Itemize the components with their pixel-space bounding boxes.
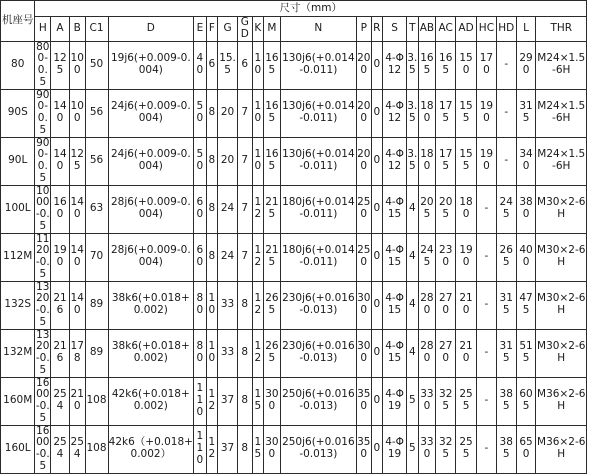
table-cell: 4 (407, 281, 418, 329)
table-cell: 210 (456, 329, 477, 377)
table-cell: 265 (496, 233, 516, 281)
table-cell: 175 (436, 89, 456, 137)
table-cell: 205 (436, 185, 456, 233)
table-cell: M24×1.5-6H (536, 137, 587, 185)
table-cell: 10 (206, 329, 217, 377)
table-cell: 215 (264, 233, 281, 281)
table-cell: 12 (252, 185, 263, 233)
table-cell: 33 (218, 329, 238, 377)
table-cell: 160 (51, 185, 70, 233)
table-row (1, 377, 587, 425)
column-header-r: R (371, 17, 382, 42)
table-cell: 56 (85, 137, 108, 185)
table-cell: 245 (496, 185, 516, 233)
column-header-s: S (383, 17, 407, 42)
table-cell: - (496, 41, 516, 89)
table-cell: 1320-0.5 (35, 329, 50, 376)
column-header-ad: AD (456, 17, 477, 42)
table-cell: 125 (51, 41, 70, 89)
table-cell: 250 (356, 185, 371, 233)
table-cell: 800-0.5 (36, 41, 50, 88)
table-cell: - (477, 377, 497, 425)
table-cell: M36×2-6H (536, 425, 587, 473)
table-row (1, 233, 587, 281)
table-cell: - (477, 233, 497, 281)
column-header-hc: HC (477, 17, 497, 42)
table-cell: 4-Φ19 (383, 425, 407, 473)
table-cell: 15 (252, 425, 263, 473)
frame-number-header: 机座号 (1, 1, 35, 42)
table-cell: 12 (252, 329, 263, 377)
table-cell: M30×2-6H (536, 233, 587, 281)
table-cell: 280 (418, 329, 436, 377)
table-cell: 255 (456, 377, 477, 425)
table-cell: 140 (51, 89, 70, 137)
table-cell: 215 (264, 185, 281, 233)
table-cell: 4 (407, 233, 418, 281)
table-cell: 280 (418, 281, 436, 329)
table-cell: - (496, 89, 516, 137)
table-cell: 7 (237, 137, 252, 185)
table-cell: 250j6(+0.016-0.013) (280, 377, 356, 425)
table-cell: 210 (456, 281, 477, 329)
table-cell: - (477, 425, 497, 473)
table-cell: 900-0.5 (36, 137, 50, 184)
table-cell: 0 (371, 185, 382, 233)
table-cell: 0 (371, 377, 382, 425)
table-cell: 3.5 (407, 41, 418, 89)
dimension-title: 尺寸（mm） (35, 1, 587, 17)
table-cell: 330 (418, 377, 436, 425)
column-header-f: F (206, 17, 217, 42)
column-header-l: L (516, 17, 536, 42)
table-cell: 24j6(+0.009-0.004) (108, 137, 194, 185)
table-cell: 230 (436, 233, 456, 281)
table-cell: 89 (85, 329, 108, 377)
table-cell: 255 (456, 425, 477, 473)
table-row (1, 329, 587, 377)
table-cell: M30×2-6H (536, 185, 587, 233)
frame-number-cell: 90L (1, 137, 35, 185)
table-cell: M30×2-6H (536, 281, 587, 329)
table-cell: 300 (356, 329, 371, 377)
table-row (1, 185, 587, 233)
table-cell: 38k6(+0.018+0.002) (108, 281, 194, 329)
table-cell: 165 (418, 41, 436, 89)
frame-number-cell: 160M (1, 377, 35, 425)
table-cell: 254 (51, 377, 70, 425)
table-cell: 38k6(+0.018+0.002) (108, 329, 194, 377)
table-cell: 4-Φ15 (383, 185, 407, 233)
table-cell: 380 (516, 185, 536, 233)
table-cell: 8 (237, 377, 252, 425)
table-cell: 315 (516, 89, 536, 137)
table-cell: 385 (496, 377, 516, 425)
table-cell: M24×1.5-6H (536, 41, 587, 89)
table-cell: 350 (356, 377, 371, 425)
table-cell: 40 (194, 41, 207, 89)
table-cell: 130j6(+0.014-0.011) (280, 89, 356, 137)
table-cell: 325 (436, 425, 456, 473)
table-cell: 20 (218, 89, 238, 137)
table-cell: - (477, 329, 497, 377)
table-cell: 190 (477, 137, 497, 185)
table-cell: 190 (456, 233, 477, 281)
table-cell: 300 (264, 425, 281, 473)
table-cell: M24×1.5-6H (536, 89, 587, 137)
table-cell: 24 (218, 185, 238, 233)
table-cell: 3.5 (407, 89, 418, 137)
table-cell: 108 (85, 377, 108, 425)
table-cell: - (496, 137, 516, 185)
table-cell: 4-Φ15 (383, 329, 407, 377)
table-cell: 5 (407, 377, 418, 425)
table-cell: 400 (516, 233, 536, 281)
column-header-n: N (280, 17, 356, 42)
column-header-g: G (218, 17, 238, 42)
table-cell: 150 (456, 41, 477, 89)
table-cell: 20 (218, 137, 238, 185)
table-cell: 605 (516, 377, 536, 425)
column-header-ac: AC (436, 17, 456, 42)
table-cell: 0 (371, 137, 382, 185)
table-cell: 165 (264, 137, 281, 185)
frame-number-cell: 80 (1, 41, 35, 89)
table-cell: 300 (356, 281, 371, 329)
table-cell: 216 (51, 281, 70, 329)
table-cell: 8 (237, 281, 252, 329)
table-cell: 140 (51, 137, 70, 185)
table-cell: 0 (371, 89, 382, 137)
table-cell: 37 (218, 425, 238, 473)
table-cell: 265 (264, 281, 281, 329)
table-cell: 178 (69, 329, 85, 377)
table-cell: 180j6(+0.014-0.011) (280, 185, 356, 233)
table-cell: 475 (516, 281, 536, 329)
table-cell: 315 (496, 281, 516, 329)
table-cell: 8 (206, 233, 217, 281)
table-row (1, 89, 587, 137)
table-cell: 270 (436, 329, 456, 377)
table-cell: 140 (69, 233, 85, 281)
table-cell: 1120-0.5 (35, 233, 50, 280)
table-cell: 125 (69, 137, 85, 185)
table-cell: 8 (237, 329, 252, 377)
table-row (1, 425, 587, 473)
table-cell: 140 (69, 281, 85, 329)
table-cell: M30×2-6H (536, 329, 587, 377)
table-cell: 5 (407, 425, 418, 473)
table-cell: 8 (237, 425, 252, 473)
table-cell: 10 (252, 41, 263, 89)
table-cell: 12 (252, 281, 263, 329)
table-cell: 290 (516, 41, 536, 89)
table-cell: 265 (264, 329, 281, 377)
table-cell: M36×2-6H (536, 377, 587, 425)
table-cell: 340 (516, 137, 536, 185)
column-header-d: D (108, 17, 194, 42)
table-cell: 50 (194, 137, 207, 185)
table-cell: 155 (456, 89, 477, 137)
table-cell: 900-0.5 (36, 89, 50, 136)
table-cell: 28j6(+0.009-0.004) (108, 185, 194, 233)
table-cell: 270 (436, 281, 456, 329)
table-cell: 180 (456, 185, 477, 233)
frame-number-cell: 112M (1, 233, 35, 281)
column-header-thr: THR (536, 17, 587, 42)
table-cell: 180 (418, 89, 436, 137)
column-header-a: A (51, 17, 70, 42)
table-cell: 12 (206, 377, 217, 425)
table-cell: 15 (252, 377, 263, 425)
column-header-e: E (194, 17, 207, 42)
table-cell: 110 (194, 377, 207, 425)
table-cell: 385 (496, 425, 516, 473)
table-cell: 130j6(+0.014-0.011) (280, 137, 356, 185)
table-cell: 0 (371, 425, 382, 473)
table-cell: 165 (264, 89, 281, 137)
table-cell: 200 (356, 137, 371, 185)
table-cell: 8 (206, 89, 217, 137)
table-cell: 12 (206, 425, 217, 473)
table-cell: 10 (206, 281, 217, 329)
table-cell: 4-Φ15 (383, 233, 407, 281)
column-header-ab: AB (418, 17, 436, 42)
table-cell: 200 (356, 89, 371, 137)
table-cell: 650 (516, 425, 536, 473)
table-cell: 8 (206, 137, 217, 185)
column-header-c1: C1 (85, 17, 108, 42)
table-cell: 130j6(+0.014-0.011) (280, 41, 356, 89)
table-cell: 60 (194, 233, 207, 281)
table-cell: 190 (51, 233, 70, 281)
table-cell: 1000-0.5 (35, 185, 50, 232)
table-cell: 10 (252, 89, 263, 137)
table-cell: 6 (206, 41, 217, 89)
table-cell: 15.5 (218, 41, 238, 89)
table-cell: 254 (69, 425, 85, 473)
column-header-b: B (69, 17, 85, 42)
table-cell: 10 (252, 137, 263, 185)
column-header-p: P (356, 17, 371, 42)
table-cell: 180j6(+0.014-0.011) (280, 233, 356, 281)
table-cell: 70 (85, 233, 108, 281)
frame-number-cell: 132M (1, 329, 35, 377)
table-cell: 250j6(+0.016-0.013) (280, 425, 356, 473)
table-cell: 108 (85, 425, 108, 473)
table-cell: 4 (407, 329, 418, 377)
table-cell: 7 (237, 185, 252, 233)
table-cell: 28j6(+0.009-0.004) (108, 233, 194, 281)
frame-number-cell: 100L (1, 185, 35, 233)
table-cell: 230j6(+0.016-0.013) (280, 281, 356, 329)
table-cell: 300 (264, 377, 281, 425)
table-cell: 50 (194, 89, 207, 137)
table-cell: 89 (85, 281, 108, 329)
table-cell: 8 (206, 185, 217, 233)
table-cell: 230j6(+0.016-0.013) (280, 329, 356, 377)
table-cell: 200 (356, 41, 371, 89)
frame-number-cell: 132S (1, 281, 35, 329)
table-cell: 175 (436, 137, 456, 185)
table-cell: 4-Φ19 (383, 377, 407, 425)
frame-number-cell: 160L (1, 425, 35, 473)
table-cell: 37 (218, 377, 238, 425)
table-cell: - (477, 185, 497, 233)
table-row (1, 281, 587, 329)
table-cell: 0 (371, 233, 382, 281)
table-cell: 155 (456, 137, 477, 185)
table-cell: 19j6(+0.009-0.004) (108, 41, 194, 89)
table-cell: 245 (418, 233, 436, 281)
table-cell: 4 (407, 185, 418, 233)
table-cell: 140 (69, 185, 85, 233)
table-cell: 0 (371, 41, 382, 89)
table-row (1, 41, 587, 89)
table-cell: 165 (436, 41, 456, 89)
table-body (1, 41, 587, 473)
table-cell: 0 (371, 281, 382, 329)
table-cell: 0 (371, 329, 382, 377)
table-cell: 42k6(+0.018+0.002) (108, 377, 194, 425)
table-cell: 1320-0.5 (35, 281, 50, 328)
table-cell: 33 (218, 281, 238, 329)
table-cell: 56 (85, 89, 108, 137)
table-header-row-2 (1, 17, 587, 42)
column-header-m: M (264, 17, 281, 42)
column-header-hd: HD (496, 17, 516, 42)
table-cell: 24j6(+0.009-0.004) (108, 89, 194, 137)
table-cell: 350 (356, 425, 371, 473)
table-cell: 80 (194, 329, 207, 377)
table-cell: 170 (477, 41, 497, 89)
table-cell: 4-Φ15 (383, 281, 407, 329)
table-cell: 110 (194, 425, 207, 473)
table-cell: 3.5 (407, 137, 418, 185)
table-cell: 205 (418, 185, 436, 233)
table-cell: 80 (194, 281, 207, 329)
table-cell: 100 (69, 41, 85, 89)
table-cell: 12 (252, 233, 263, 281)
table-cell: 100 (69, 89, 85, 137)
table-cell: 254 (51, 425, 70, 473)
table-cell: 4-Φ12 (383, 41, 407, 89)
table-cell: 190 (477, 89, 497, 137)
table-cell: 24 (218, 233, 238, 281)
table-cell: 42k6（+0.018+0.002） (108, 425, 194, 473)
table-cell: 6 (237, 41, 252, 89)
column-header-gd: GD (237, 17, 252, 42)
table-cell: 1600-0.5 (35, 377, 50, 424)
table-cell: 515 (516, 329, 536, 377)
table-cell: 63 (85, 185, 108, 233)
table-cell: 7 (237, 233, 252, 281)
table-cell: 325 (436, 377, 456, 425)
table-cell: 180 (418, 137, 436, 185)
table-cell: 315 (496, 329, 516, 377)
table-header-row-1 (1, 1, 587, 17)
frame-number-cell: 90S (1, 89, 35, 137)
table-cell: 250 (356, 233, 371, 281)
table-cell: - (477, 281, 497, 329)
column-header-k: K (252, 17, 263, 42)
table-row (1, 137, 587, 185)
table-cell: 4-Φ12 (383, 89, 407, 137)
table-cell: 210 (69, 377, 85, 425)
column-header-h: H (35, 17, 51, 42)
table-cell: 165 (264, 41, 281, 89)
table-cell: 7 (237, 89, 252, 137)
table-cell: 4-Φ12 (383, 137, 407, 185)
table-cell: 330 (418, 425, 436, 473)
table-cell: 1600-0.5 (35, 425, 50, 472)
table-cell: 60 (194, 185, 207, 233)
table-cell: 216 (51, 329, 70, 377)
table-cell: 50 (85, 41, 108, 89)
column-header-t: T (407, 17, 418, 42)
